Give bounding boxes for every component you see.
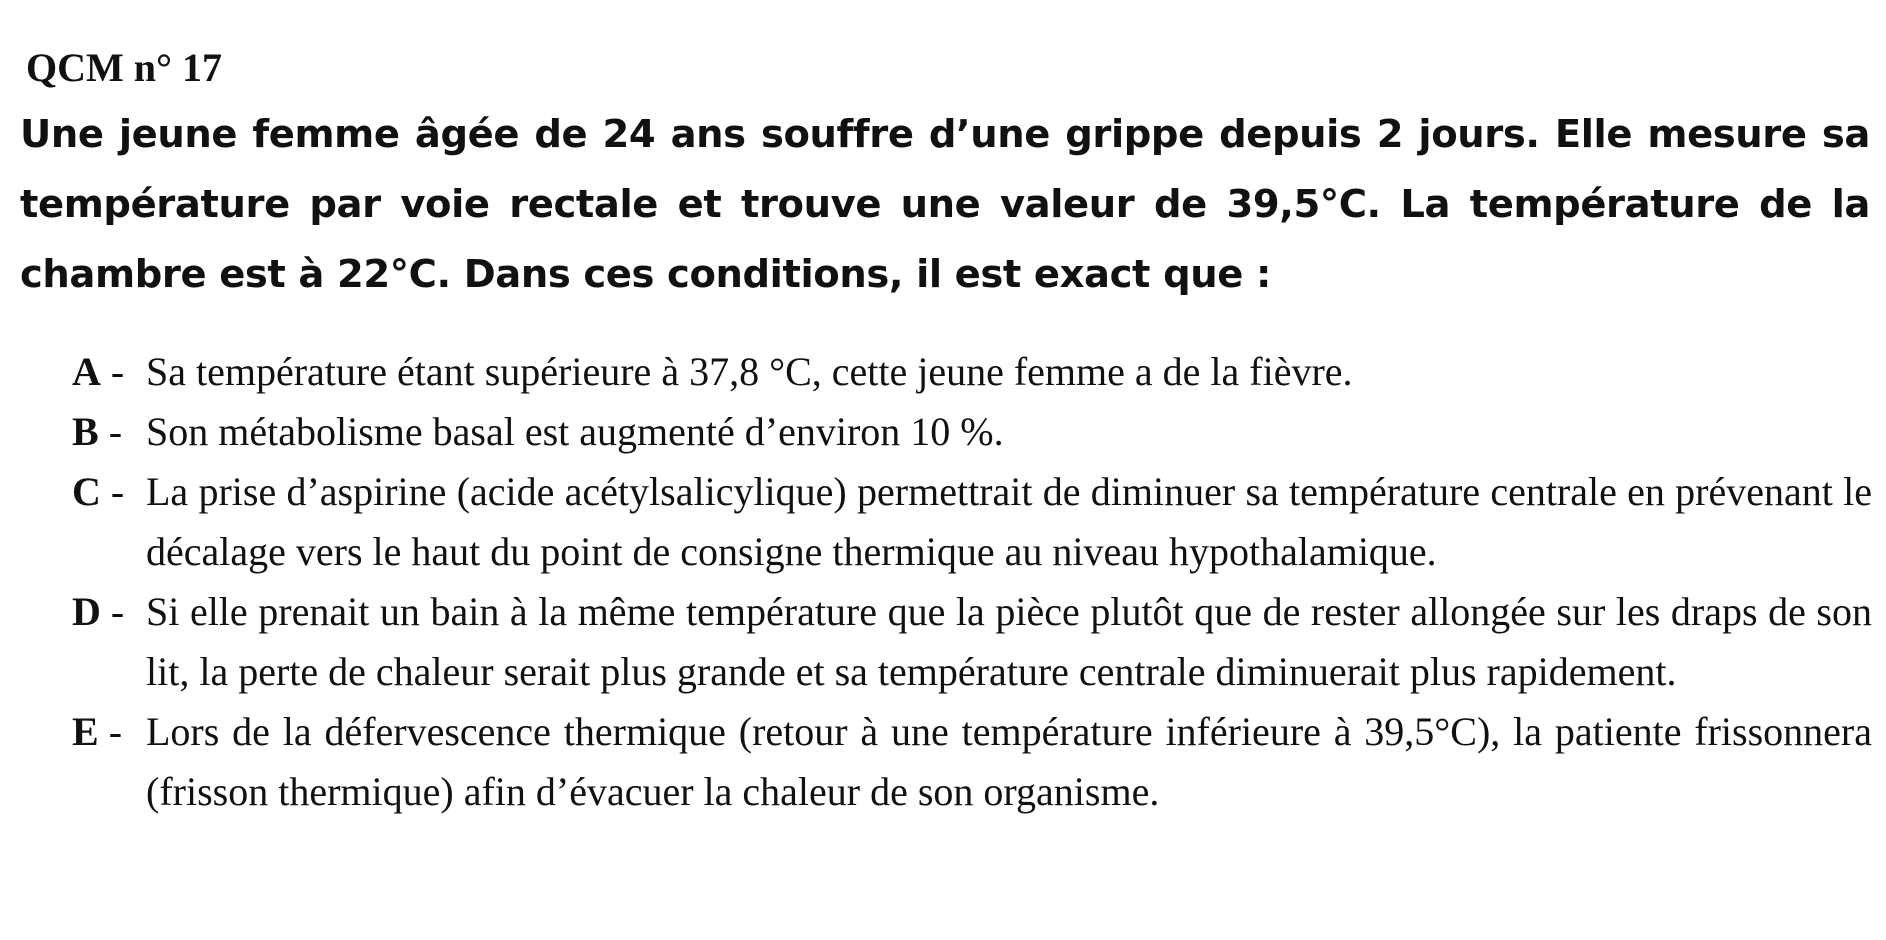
option-d-text: Si elle prenait un bain à la même température que la pièce plutôt que de rester allongée sur les draps de son lit, la perte de chaleur serait plus grande et sa température centrale diminuerait plus rapidement. [146, 589, 1872, 694]
option-c [72, 462, 1872, 582]
option-e-separator: - [98, 709, 123, 754]
option-a-marker [72, 342, 146, 402]
answer-options [72, 342, 1872, 822]
option-c-text: La prise d’aspirine (acide acétylsalicylique) permettrait de diminuer sa température centrale en prévenant le décalage vers le haut du point de consigne thermique au niveau hypothalamique. [146, 469, 1872, 574]
option-c-marker [72, 462, 146, 522]
option-c-letter: C [72, 469, 101, 514]
qcm-number: QCM n° 17 [26, 45, 222, 90]
option-d-letter: D [72, 589, 101, 634]
option-d [72, 582, 1872, 702]
option-c-separator: - [100, 469, 125, 514]
option-a-text: Sa température étant supérieure à 37,8 °C, cette jeune femme a de la fièvre. [146, 349, 1353, 394]
option-b-letter: B [72, 409, 99, 454]
option-e-marker [72, 702, 146, 762]
option-b-separator: - [98, 409, 123, 454]
question-stem: Une jeune femme âgée de 24 ans souffre d’une grippe depuis 2 jours. Elle mesure sa température par voie rectale et trouve une valeur de 39,5°C. La température de la chambre est à 22°C. Dans ces conditions, il est exact que : [20, 112, 1870, 297]
option-e-text: Lors de la défervescence thermique (retour à une température inférieure à 39,5°C), la patiente frissonnera (frisson thermique) afin d’évacuer la chaleur de son organisme. [146, 709, 1872, 814]
option-a-letter: A [72, 349, 101, 394]
option-d-marker [72, 582, 146, 642]
option-a [72, 342, 1872, 402]
option-d-separator: - [100, 589, 125, 634]
option-b-marker [72, 402, 146, 462]
option-e-letter: E [72, 709, 99, 754]
option-a-separator: - [100, 349, 125, 394]
option-b-text: Son métabolisme basal est augmenté d’environ 10 %. [146, 409, 1004, 454]
option-b [72, 402, 1872, 462]
option-e [72, 702, 1872, 822]
